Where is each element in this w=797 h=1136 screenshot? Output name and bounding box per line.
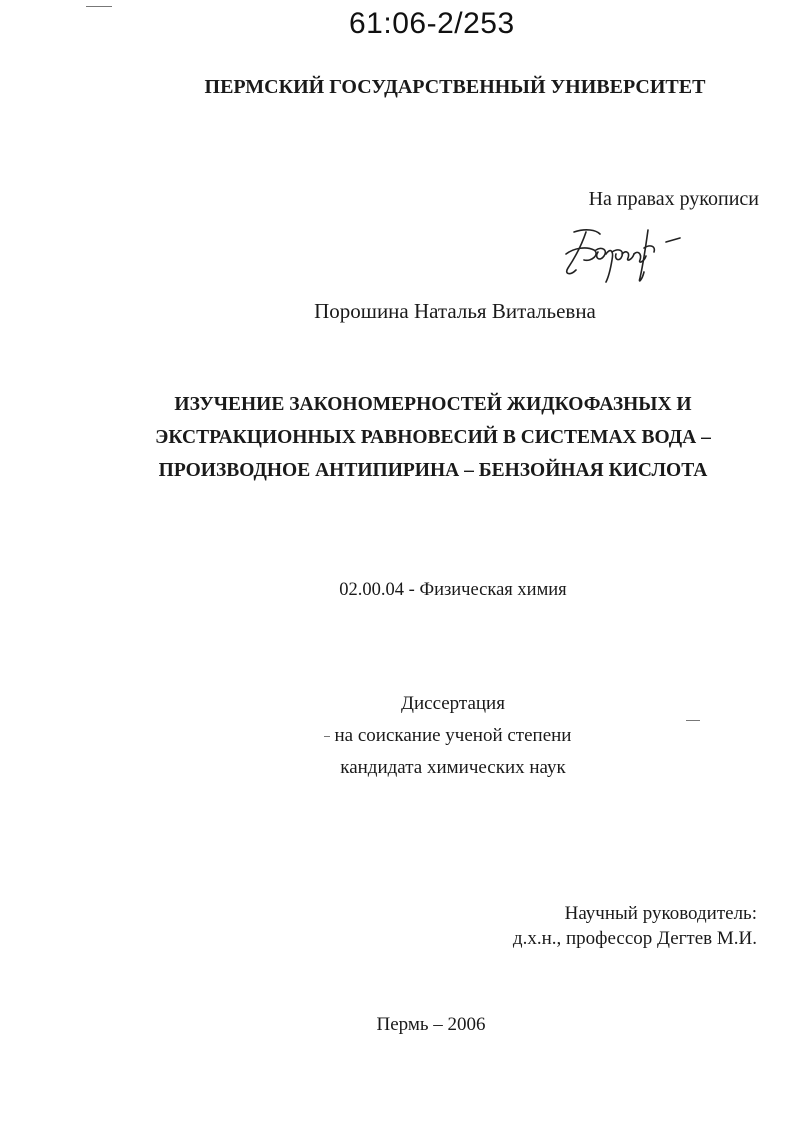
supervisor-block (513, 901, 757, 951)
city-year: Пермь – 2006 (376, 1014, 486, 1035)
rights-notice: На правах рукописи (588, 188, 759, 210)
degree-line: на соискание ученой степени (334, 725, 572, 746)
supervisor-label: Научный руководитель: (564, 903, 757, 924)
specialty: 02.00.04 - Физическая химия (339, 580, 567, 600)
university-name: ПЕРМСКИЙ ГОСУДАРСТВЕННЫЙ УНИВЕРСИТЕТ (204, 76, 706, 98)
signature-icon (556, 220, 686, 290)
scan-artifact (686, 720, 700, 721)
thesis-title-line: ЭКСТРАКЦИОННЫХ РАВНОВЕСИЙ В СИСТЕМАХ ВОДА – (155, 427, 711, 448)
scan-artifact (324, 736, 330, 737)
thesis-title-line: ПРОИЗВОДНОЕ АНТИПИРИНА – БЕНЗОЙНАЯ КИСЛОТА (158, 460, 708, 481)
thesis-title (0, 388, 797, 487)
degree-line: Диссертация (401, 693, 505, 714)
degree-statement (0, 688, 797, 784)
degree-line: кандидата химических наук (340, 757, 566, 778)
thesis-title-line: ИЗУЧЕНИЕ ЗАКОНОМЕРНОСТЕЙ ЖИДКОФАЗНЫХ И (174, 394, 692, 415)
catalog-number: 61:06-2/253 (349, 7, 515, 40)
author-name: Порошина Наталья Витальевна (314, 299, 596, 323)
scan-artifact (86, 6, 112, 7)
supervisor-name: д.х.н., профессор Дегтев М.И. (512, 928, 757, 949)
